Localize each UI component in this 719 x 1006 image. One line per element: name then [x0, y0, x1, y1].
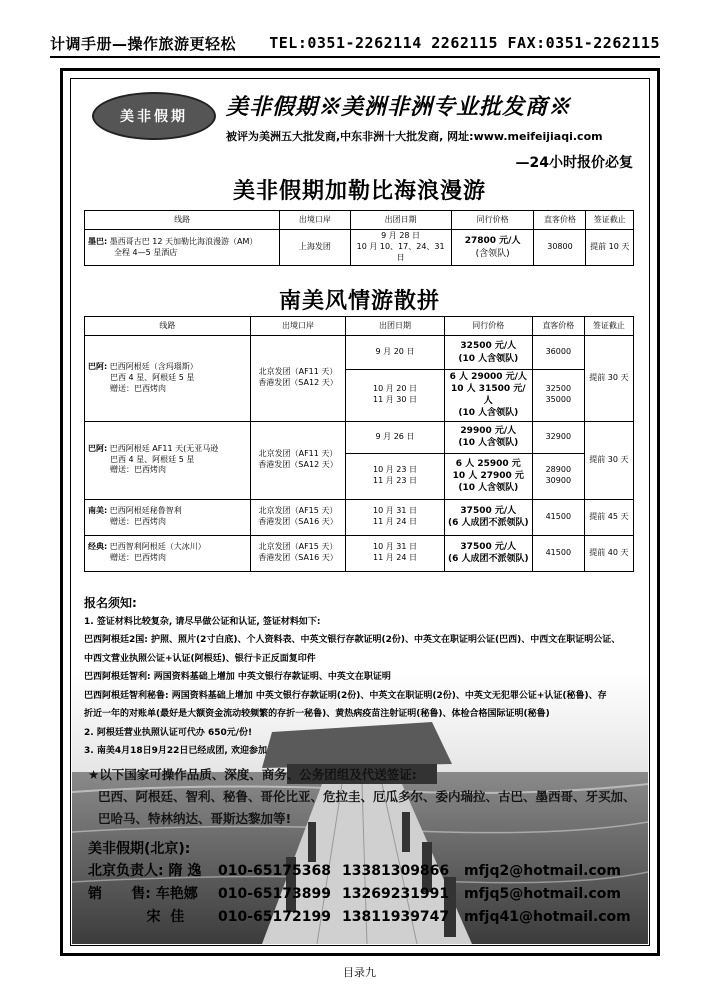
product1-table: [84, 210, 634, 266]
notes-line: 折近一年的对账单(最好是大额资金流动较频繁的存折一秘鲁)、黄热病疫苗注射证明(秘鲁)、体检合格国际证明(秘鲁): [84, 709, 550, 719]
company-logo: 美非假期: [92, 92, 216, 140]
notes-line: 中西文营业执照公证+认证(阿根廷)、银行卡正反面复印件: [84, 653, 316, 664]
product1-title: 美非假期加勒比海浪漫游: [232, 179, 486, 204]
table-row: [85, 421, 634, 453]
dates-cell: 10 月 20 日 11 月 30 日: [346, 370, 444, 422]
price-cell: 27800 元/人 (含领队): [451, 230, 534, 266]
dates-cell: 10 月 31 日 11 月 24 日: [346, 535, 444, 571]
registration-notes: [84, 594, 644, 761]
dates-cell: 9 月 20 日: [346, 336, 444, 370]
dates-cell: 10 月 23 日 11 月 23 日: [346, 453, 444, 499]
col-visa: 签证截止: [584, 317, 633, 336]
notes-line: 2. 阿根廷营业执照认证可代办 650元/份!: [84, 727, 253, 738]
price-cell: 37500 元/人 (6 人成团不派领队): [444, 535, 532, 571]
visa-cell: 提前 30 天: [584, 336, 633, 422]
route-cell: 经典: 巴西智利阿根廷（大冰川） 赠送：巴西烤肉: [85, 535, 251, 571]
port-cell: 北京发团（AF11 天） 香港发团（SA12 天）: [250, 421, 346, 499]
company-subtitle: 被评为美洲五大批发商,中东非洲十大批发商, 网址:www.meifeijiaqi.com: [226, 130, 603, 143]
notes-heading: 报名须知:: [84, 596, 137, 610]
contact-phone: 010-65175368: [218, 863, 331, 879]
port-cell: 北京发团（AF15 天） 香港发团（SA16 天）: [250, 499, 346, 535]
col-visa: 签证截止: [586, 211, 634, 230]
contact-row: [88, 883, 648, 906]
countries-line: 巴西、阿根廷、智利、秘鲁、哥伦比亚、危拉圭、厄瓜多尔、委内瑞拉、古巴、墨西哥、牙买加、: [98, 789, 636, 804]
port-cell: 北京发团（AF15 天） 香港发团（SA16 天）: [250, 535, 346, 571]
notes-line: 1. 签证材料比较复杂, 请尽早做公证和认证, 签证材料如下:: [84, 616, 321, 627]
contacts-block: [88, 838, 648, 929]
col-price: 同行价格: [451, 211, 534, 230]
dates-cell: 9 月 26 日: [346, 421, 444, 453]
direct-price-cell: 32900: [532, 421, 584, 453]
price-cell: 32500 元/人 (10 人含领队): [444, 336, 532, 370]
contacts-org: 美非假期(北京):: [88, 841, 191, 857]
notes-line: 巴西阿根廷智利秘鲁: 两国资料基础上增加 中英文银行存款证明(2份)、中英文在职证明(2份)、中英文无犯罪公证+认证(秘鲁)、存: [84, 690, 607, 701]
contact-role: 销 售: 车艳娜: [88, 886, 198, 902]
col-dates: 出团日期: [350, 211, 451, 230]
page-header: [50, 32, 660, 54]
contact-row: [88, 860, 648, 883]
table-row: [85, 499, 634, 535]
contact-email[interactable]: mfjq2@hotmail.com: [464, 863, 621, 879]
notes-line: 巴西阿根廷智利: 两国资料基础上增加 中英文银行存款证明、中英文在职证明: [84, 672, 391, 682]
price-cell: 6 人 29000 元/人 10 人 31500 元/人 (10 人含领队): [444, 370, 532, 422]
countries-intro: ★以下国家可操作品质、深度、商务、公务团组及代送签证:: [88, 767, 417, 782]
contact-phone: 010-65173899: [218, 886, 331, 902]
direct-price-cell: 30800: [534, 230, 586, 266]
company-title: 美非假期※美洲非洲专业批发商※: [226, 94, 572, 120]
notes-line: 巴西阿根廷2国: 护照、照片(2寸白底)、个人资料表、中英文银行存款证明(2份)、中英文在职证明公证(巴西)、中西文在职证明公证、: [84, 635, 621, 645]
contact-row: [88, 906, 648, 929]
product2-table: [84, 316, 634, 572]
direct-price-cell: 36000: [532, 336, 584, 370]
port-cell: 北京发团（AF11 天） 香港发团（SA12 天）: [250, 336, 346, 422]
dates-cell: 10 月 31 日 11 月 24 日: [346, 499, 444, 535]
route-cell: 南美: 巴西阿根廷秘鲁智利 赠送：巴西烤肉: [85, 499, 251, 535]
visa-cell: 提前 10 天: [586, 230, 634, 266]
route-cell: 巴阿: 巴西阿根廷（含玛瑙斯） 巴西 4 星、阿根廷 5 星 赠送：巴西烤肉: [85, 336, 251, 422]
table-header-row: [85, 211, 634, 230]
contact-mobile: 13811939747: [342, 909, 450, 925]
col-port: 出境口岸: [250, 317, 346, 336]
product2-title: 南美风情游散拼: [278, 289, 440, 314]
price-cell: 29900 元/人 (10 人含领队): [444, 421, 532, 453]
visa-cell: 提前 45 天: [584, 499, 633, 535]
contact-phone: 010-65172199: [218, 909, 331, 925]
route-cell: 巴阿: 巴西阿根廷 AF11 天(无亚马逊 巴西 4 星、阿根廷 5 星 赠送：巴西烤肉: [85, 421, 251, 499]
contact-email[interactable]: mfjq41@hotmail.com: [464, 909, 631, 925]
notes-line: 3. 南美4月18日9月22日已经成团, 欢迎参加: [84, 746, 267, 756]
header-contact-text: TEL:0351-2262114 2262115 FAX:0351-2262115: [269, 34, 660, 52]
quote-note: —24小时报价必复: [515, 155, 633, 171]
route-cell: 墨巴: 墨西哥古巴 12 天加勒比海浪漫游（AM） 全程 4—5 星酒店: [85, 230, 280, 266]
page-footer: 目录九: [343, 966, 376, 979]
direct-price-cell: 41500: [532, 499, 584, 535]
visa-cell: 提前 40 天: [584, 535, 633, 571]
direct-price-cell: 32500 35000: [532, 370, 584, 422]
countries-line: 巴哈马、特林纳达、哥斯达黎加等!: [98, 811, 292, 826]
contact-mobile: 13381309866: [342, 863, 450, 879]
contact-mobile: 13269231991: [342, 886, 450, 902]
table-row: [85, 336, 634, 370]
dates-cell: 9 月 28 日 10 月 10、17、24、31 日: [350, 230, 451, 266]
visa-countries: [88, 764, 648, 830]
direct-price-cell: 28900 30900: [532, 453, 584, 499]
col-dates: 出团日期: [346, 317, 444, 336]
direct-price-cell: 41500: [532, 535, 584, 571]
price-cell: 6 人 25900 元 10 人 27900 元 (10 人含领队): [444, 453, 532, 499]
header-rule: [50, 56, 660, 58]
contact-role: 北京负责人: 隋 逸: [88, 863, 202, 879]
col-port: 出境口岸: [280, 211, 350, 230]
contact-role: 宋 佳: [88, 909, 185, 925]
table-row: [85, 230, 634, 266]
col-direct: 直客价格: [534, 211, 586, 230]
table-row: [85, 535, 634, 571]
header-left-text: 计调手册—操作旅游更轻松: [50, 34, 237, 53]
contact-email[interactable]: mfjq5@hotmail.com: [464, 886, 621, 902]
col-route: 线路: [85, 211, 280, 230]
visa-cell: 提前 30 天: [584, 421, 633, 499]
col-route: 线路: [85, 317, 251, 336]
port-cell: 上海发团: [280, 230, 350, 266]
col-price: 同行价格: [444, 317, 532, 336]
price-cell: 37500 元/人 (6 人成团不派领队): [444, 499, 532, 535]
col-direct: 直客价格: [532, 317, 584, 336]
table-header-row: [85, 317, 634, 336]
